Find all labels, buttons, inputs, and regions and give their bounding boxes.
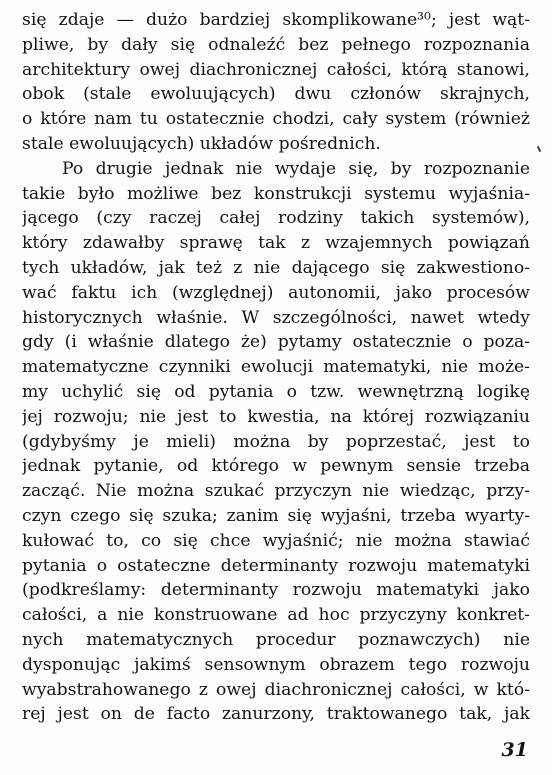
- text-line-8: takie było możliwe bez konstrukcji systemu wyjaśnia-: [22, 183, 530, 204]
- text-line-10: który zdawałby sprawę tak z wzajemnych powiązań: [22, 233, 530, 254]
- text-line-21: czyn czego się szuka; zanim się wyjaśni, trzeba wyarty-: [22, 505, 530, 526]
- text-line-16: my uchylić się od pytania o tzw. wewnętrzną logikę: [22, 381, 530, 402]
- text-line-7: Po drugie jednak nie wydaje się, by rozpoznanie: [62, 158, 530, 179]
- text-line-20: zacząć. Nie można szukać przyczyn nie wiedząc, przy-: [22, 481, 530, 502]
- text-line-19: jednak pytanie, od którego w pewnym sensie trzeba: [22, 456, 530, 477]
- text-line-15: matematyczne czynniki ewolucji matematyki, nie może-: [22, 357, 530, 378]
- text-line-24: (podkreślamy: determinanty rozwoju matematyki jako: [22, 580, 530, 601]
- text-line-29: rej jest on de facto zanurzony, traktowanego tak, jak: [22, 704, 530, 725]
- text-line-11: tych układów, jak też z nie dającego się zakwestiono-: [22, 257, 530, 278]
- text-line-22: kułować to, co się chce wyjaśnić; nie można stawiać: [22, 530, 530, 551]
- text-line-13: historycznych właśnie. W szczególności, nawet wtedy: [22, 307, 530, 328]
- text-line-1: się zdaje — dużo bardziej skomplikowane³⁰; jest wąt-: [22, 10, 530, 30]
- body-text: [22, 8, 530, 727]
- text-line-14: gdy (i właśnie dlatego że) pytamy ostatecznie o poza-: [22, 332, 530, 353]
- ink-speck: [537, 146, 541, 152]
- text-line-2: pliwe, by dały się odnaleźć bez pełnego rozpoznania: [22, 34, 530, 55]
- page-number: 31: [501, 739, 528, 761]
- text-line-6: stale ewoluujących) układów pośrednich.: [22, 133, 381, 154]
- text-line-12: wać faktu ich (względnej) autonomii, jako procesów: [22, 282, 530, 303]
- text-line-4: obok (stale ewoluujących) dwu członów skrajnych,: [22, 84, 530, 105]
- text-line-27: dysponując jakimś sensownym obrazem tego rozwoju: [22, 654, 530, 675]
- text-line-28: wyabstrahowanego z owej diachronicznej całości, w któ-: [22, 679, 530, 700]
- text-line-3: architektury owej diachronicznej całości, którą stanowi,: [22, 59, 530, 80]
- text-line-5: o które nam tu ostatecznie chodzi, cały system (również: [22, 109, 530, 130]
- text-line-23: pytania o ostateczne determinanty rozwoju matematyki: [22, 555, 530, 576]
- text-line-9: jącego (czy raczej całej rodziny takich systemów),: [22, 208, 530, 229]
- text-line-25: całości, a nie konstruowane ad hoc przyczyny konkret-: [22, 605, 530, 626]
- text-line-18: (gdybyśmy je mieli) można by poprzestać, jest to: [22, 431, 530, 452]
- text-line-26: nych matematycznych procedur poznawczych) nie: [22, 629, 530, 650]
- text-line-17: jej rozwoju; nie jest to kwestia, na której rozwiązaniu: [22, 406, 530, 427]
